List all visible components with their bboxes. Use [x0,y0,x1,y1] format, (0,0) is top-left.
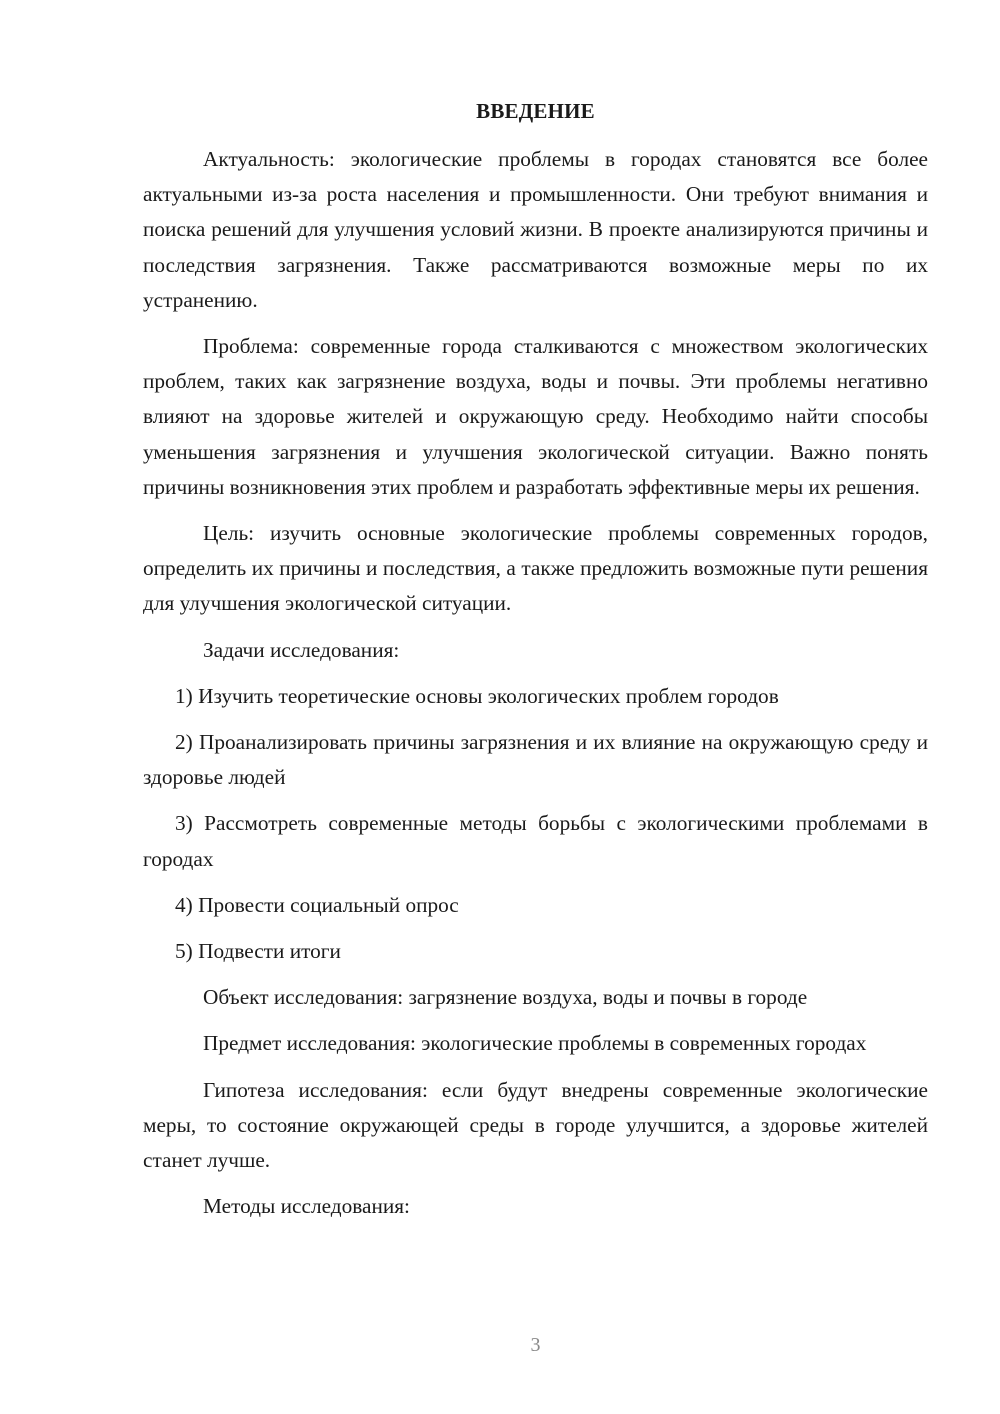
task-item: 3) Рассмотреть современные методы борьбы с экологическими проблемами в городах [143,811,928,871]
section-title: ВВЕДЕНИЕ [476,99,595,123]
task-item: 4) Провести социальный опрос [175,892,459,917]
methods-paragraph: Методы исследования: [203,1194,410,1219]
subject-paragraph: Предмет исследования: экологические проблемы в современных городах [203,1031,867,1056]
task-item: 2) Проанализировать причины загрязнения и их влияние на окружающую среду и здоровье людей [143,730,928,790]
object-paragraph: Объект исследования: загрязнение воздуха, воды и почвы в городе [203,985,808,1010]
tasks-heading: Задачи исследования: [203,637,400,662]
task-item: 5) Подвести итоги [175,939,341,964]
page-number: 3 [530,1334,541,1356]
relevance-paragraph: Актуальность: экологические проблемы в городах становятся все более актуальными из-за роста населения и промышленности. Они требуют внимания и поиска решений для улучшения условий жизни. В проекте анализируются причины и последствия загрязнения. Также рассматриваются возможные меры по их устранению. [143,147,928,312]
goal-paragraph: Цель: изучить основные экологические проблемы современных городов, определить их причины и последствия, а также предложить возможные пути решения для улучшения экологической ситуации. [143,521,928,616]
document-body [143,142,928,1224]
task-item: 1) Изучить теоретические основы экологических проблем городов [175,683,779,708]
hypothesis-paragraph: Гипотеза исследования: если будут внедрены современные экологические меры, то состояние окружающей среды в городе улучшится, а здоровье жителей станет лучше. [143,1077,928,1173]
problem-paragraph: Проблема: современные города сталкиваются с множеством экологических проблем, таких как загрязнение воздуха, воды и почвы. Эти проблемы негативно влияют на здоровье жителей и окружающую среду. Необходимо найти способы уменьшения загрязнения и улучшения экологической ситуации. Важно понять причины возникновения этих проблем и разработать эффективные меры их решения. [143,334,928,499]
